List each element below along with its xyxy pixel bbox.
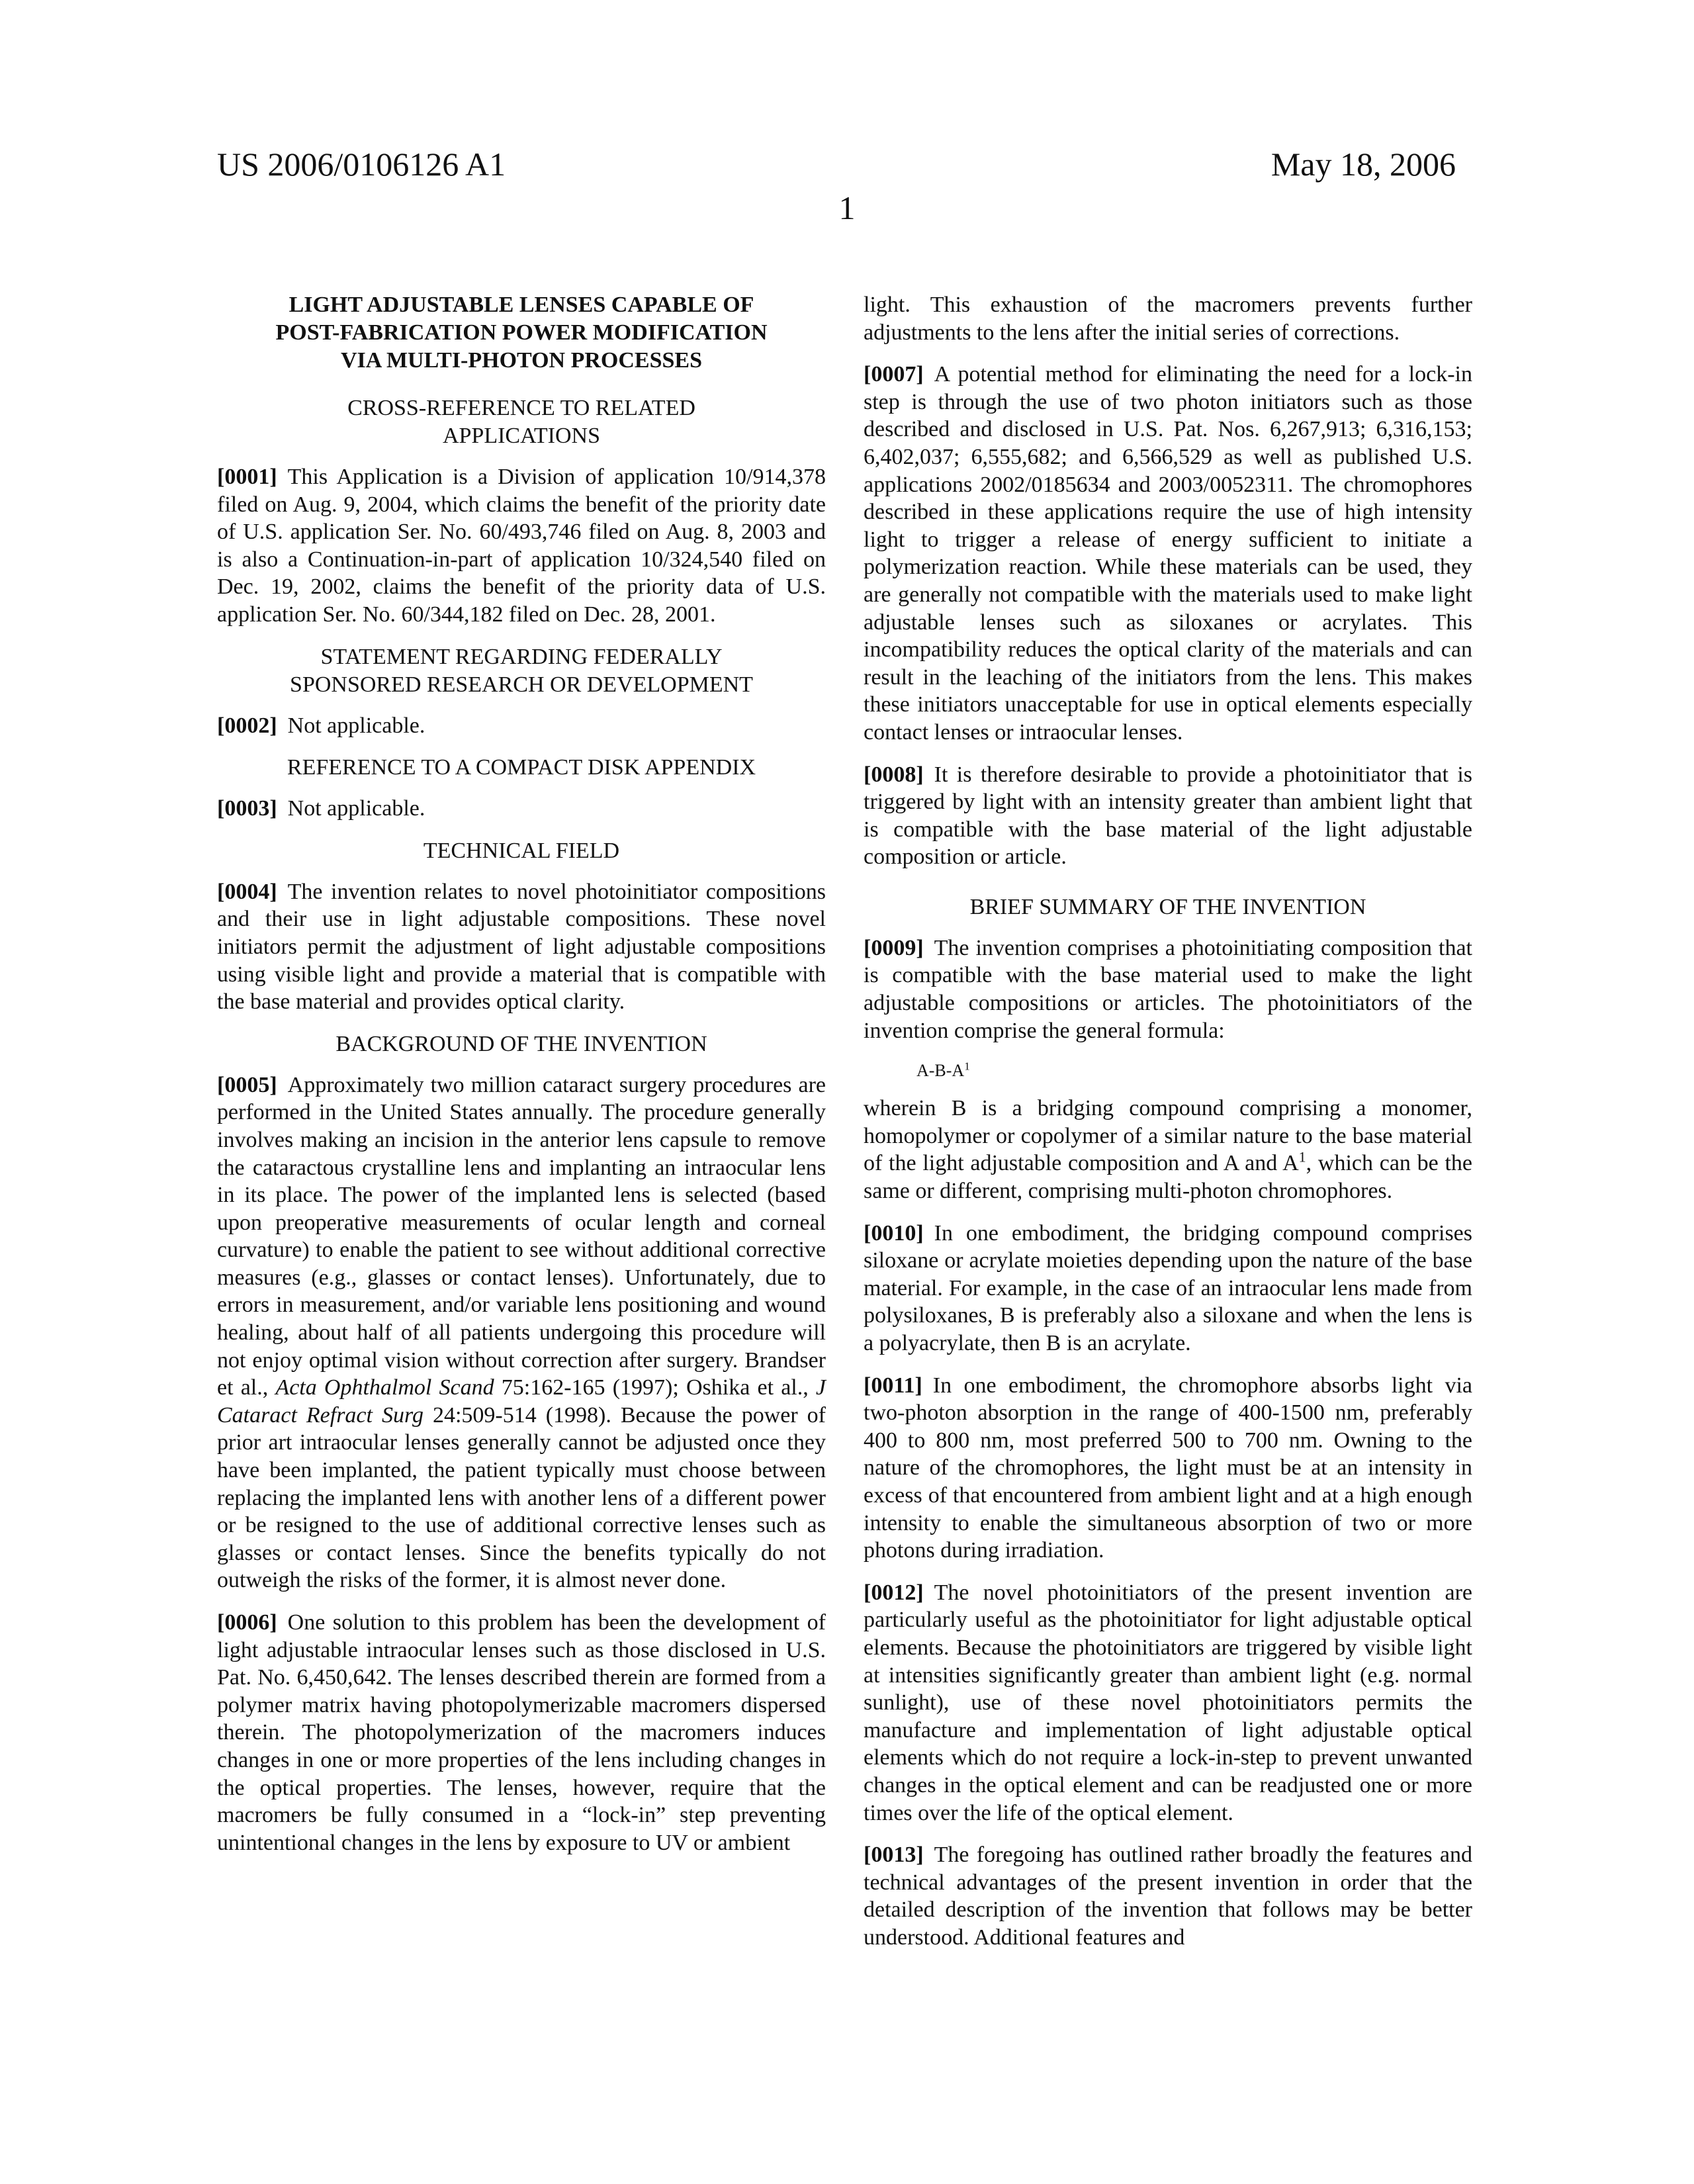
paragraph-number: [0003] [217,796,277,821]
formula-base: A-B-A [916,1061,964,1080]
paragraph-text: In one embodiment, the bridging compound comprises siloxane or acrylate moieties depending upon the nature of the base material. For example, in the case of an intraocular lens made from polysiloxanes, B is preferably also a siloxane and when the lens is a polyacrylate, then B is an acrylate. [864,1221,1472,1355]
paragraph-text: The foregoing has outlined rather broadly the features and technical advantages of the present invention in order that the detailed description of the invention that follows may be better understood. Additional features and [864,1843,1472,1950]
paragraph-0003 [217,795,826,823]
journal-title: Acta Ophthalmol Scand [275,1375,494,1400]
paragraph-number: [0010] [864,1221,924,1246]
document-id: US 2006/0106126 A1 [217,144,506,184]
paragraph-0012 [864,1579,1472,1827]
paragraph-text: light. This exhaustion of the macromers prevents further adjustments to the lens after the initial series of corrections. [864,293,1472,345]
title-line: LIGHT ADJUSTABLE LENSES CAPABLE OF [217,291,826,319]
paragraph-number: [0005] [217,1073,277,1097]
paragraph-0007 [864,361,1472,746]
paragraph-0013 [864,1841,1472,1951]
heading-compact-disk [217,754,826,782]
paragraph-0005 [217,1071,826,1594]
heading-line: CROSS-REFERENCE TO RELATED [217,394,826,422]
paragraph-0009-continued [864,1095,1472,1205]
paragraph-number: [0002] [217,713,277,738]
paragraph-text: This Application is a Division of application 10/914,378 filed on Aug. 9, 2004, which claims the benefit of the priority date of U.S. application Ser. No. 60/493,746 filed on Aug. 8, 2003 and is also a Continuation-in-part of application 10/324,540 filed on Dec. 19, 2002, claims the benefit of the priority data of U.S. application Ser. No. 60/344,182 filed on Dec. 28, 2001. [217,465,826,627]
paragraph-number: [0001] [217,465,277,489]
paragraph-text: The invention comprises a photoinitiating composition that is compatible with the base material used to make the light adjustable compositions or articles. The photoinitiators of the invention comprise the general formula: [864,936,1472,1043]
paragraph-text: 24:509-514 (1998). Because the power of prior art intraocular lenses generally cannot be adjusted once they have been implanted, the patient typically must choose between replacing the implanted lens with another lens of a different power or be resigned to the use of additional corrective lenses such as glasses or contact lenses. Since the benefits typically do not outweigh the risks of the former, it is almost never done. [217,1403,826,1593]
paragraph-number: [0004] [217,880,277,904]
paragraph-text: Approximately two million cataract surgery procedures are performed in the United States annually. The procedure generally involves making an incision in the anterior lens capsule to remove the cataractous crystalline lens and implanting an intraocular lens in its place. The power of the implanted lens is selected (based upon preoperative measurements of ocular length and corneal curvature) to enable the patient to see without additional corrective measures (e.g., glasses or contact lenses). Unfortunately, due to errors in measurement, and/or variable lens positioning and wound healing, about half of all patients undergoing this procedure will not enjoy optimal vision without correction after surgery. Brandser et al., [217,1073,826,1400]
paragraph-text: One solution to this problem has been the development of light adjustable intraocular lenses such as those disclosed in U.S. Pat. No. 6,450,642. The lenses described therein are formed from a polymer matrix having photopolymerizable macromers dispersed therein. The photopolymerization of the macromers induces changes in one or more properties of the lens including changes in the optical properties. The lenses, however, require that the macromers be fully consumed in a “lock-in” step preventing unintentional changes in the lens by exposure to UV or ambient [217,1610,826,1855]
paragraph-0002 [217,712,826,740]
paragraph-number: [0012] [864,1580,924,1605]
heading-cross-reference [217,394,826,450]
superscript: 1 [1299,1149,1306,1165]
heading-background [217,1030,826,1058]
paragraph-number: [0009] [864,936,924,960]
heading-line: BACKGROUND OF THE INVENTION [217,1030,826,1058]
paragraph-text: In one embodiment, the chromophore absorbs light via two-photon absorption in the range of 400-1500 nm, preferably 400 to 800 nm, most preferred 500 to 700 nm. Owning to the nature of the chromophores, the light must be at an intensity in excess of that encountered from ambient light and at a high enough intensity to enable the simultaneous absorption of two or more photons during irradiation. [864,1373,1472,1563]
heading-line: BRIEF SUMMARY OF THE INVENTION [864,893,1472,921]
heading-summary [864,893,1472,921]
heading-line: APPLICATIONS [217,422,826,450]
document-title [217,291,826,375]
heading-technical-field [217,837,826,865]
paragraph-0010 [864,1220,1472,1357]
paragraph-number: [0007] [864,362,924,387]
paragraph-0006 [217,1609,826,1856]
paragraph-text: It is therefore desirable to provide a photoinitiator that is triggered by light with an intensity greater than ambient light that is compatible with the base material of the light adjustable composition or article. [864,762,1472,870]
paragraph-0008 [864,761,1472,871]
paragraph-text: Not applicable. [288,713,425,738]
paragraph-text: The novel photoinitiators of the present invention are particularly useful as the photoinitiator for light adjustable optical elements. Because the photoinitiators are triggered by visible light at intensities significantly greater than ambient light (e.g. normal sunlight), use of these novel photoinitiators permits the manufacture and implementation of light adjustable optical elements which do not require a lock-in-step to prevent unwanted changes in the optical element and can be readjusted one or more times over the life of the optical element. [864,1580,1472,1825]
paragraph-number: [0013] [864,1843,924,1867]
heading-line: SPONSORED RESEARCH OR DEVELOPMENT [217,671,826,699]
heading-line: STATEMENT REGARDING FEDERALLY [217,643,826,671]
paragraph-0011 [864,1372,1472,1565]
paragraph-text: The invention relates to novel photoinitiator compositions and their use in light adjustable compositions. These novel initiators permit the adjustment of light adjustable compositions using visible light and provide a material that is compatible with the base material and provides optical clarity. [217,880,826,1014]
paragraph-text: 75:162-165 (1997); Oshika et al., [494,1375,816,1400]
paragraph-text: wherein B is a bridging compound comprising a monomer, homopolymer or copolymer of a similar nature to the base material of the light adjustable composition and A and A [864,1096,1472,1175]
paragraph-0001 [217,463,826,629]
publication-date: May 18, 2006 [1271,144,1456,184]
paragraph-number: [0006] [217,1610,277,1635]
general-formula [916,1059,1472,1083]
paragraph-text: A potential method for eliminating the need for a lock-in step is through the use of two photon initiators such as those described and disclosed in U.S. Pat. Nos. 6,267,913; 6,316,153; 6,402,037; 6,555,682; and 6,566,529 as well as published U.S. applications 2002/0185634 and 2003/0052311. The chromophores described in these applications require the use of high intensity light to trigger a release of energy sufficient to initiate a polymerization reaction. While these materials can be used, they are generally not compatible with the materials used to make light adjustable lenses such as siloxanes or acrylates. This incompatibility reduces the optical clarity of the materials and can result in the leaching of the initiators from the lens. This makes these initiators unacceptable for use in optical elements especially contact lenses or intraocular lenses. [864,362,1472,745]
heading-federal-research [217,643,826,699]
heading-line: REFERENCE TO A COMPACT DISK APPENDIX [217,754,826,782]
heading-line: TECHNICAL FIELD [217,837,826,865]
journal-title: J Cataract Refract Surg [217,1375,826,1428]
left-column [217,291,826,1871]
paragraph-text: Not applicable. [288,796,425,821]
formula-superscript: 1 [964,1060,970,1073]
paragraph-0004 [217,878,826,1016]
paragraph-number: [0008] [864,762,924,787]
paragraph-number: [0011] [864,1373,922,1398]
paragraph-0006-continued [864,291,1472,346]
title-line: VIA MULTI-PHOTON PROCESSES [217,347,826,375]
title-line: POST-FABRICATION POWER MODIFICATION [217,319,826,347]
page-number: 1 [0,188,1694,228]
right-column [864,291,1472,1966]
paragraph-0009 [864,934,1472,1044]
paragraph-text: , which can be the same or different, comprising multi-photon chromophores. [864,1151,1472,1203]
